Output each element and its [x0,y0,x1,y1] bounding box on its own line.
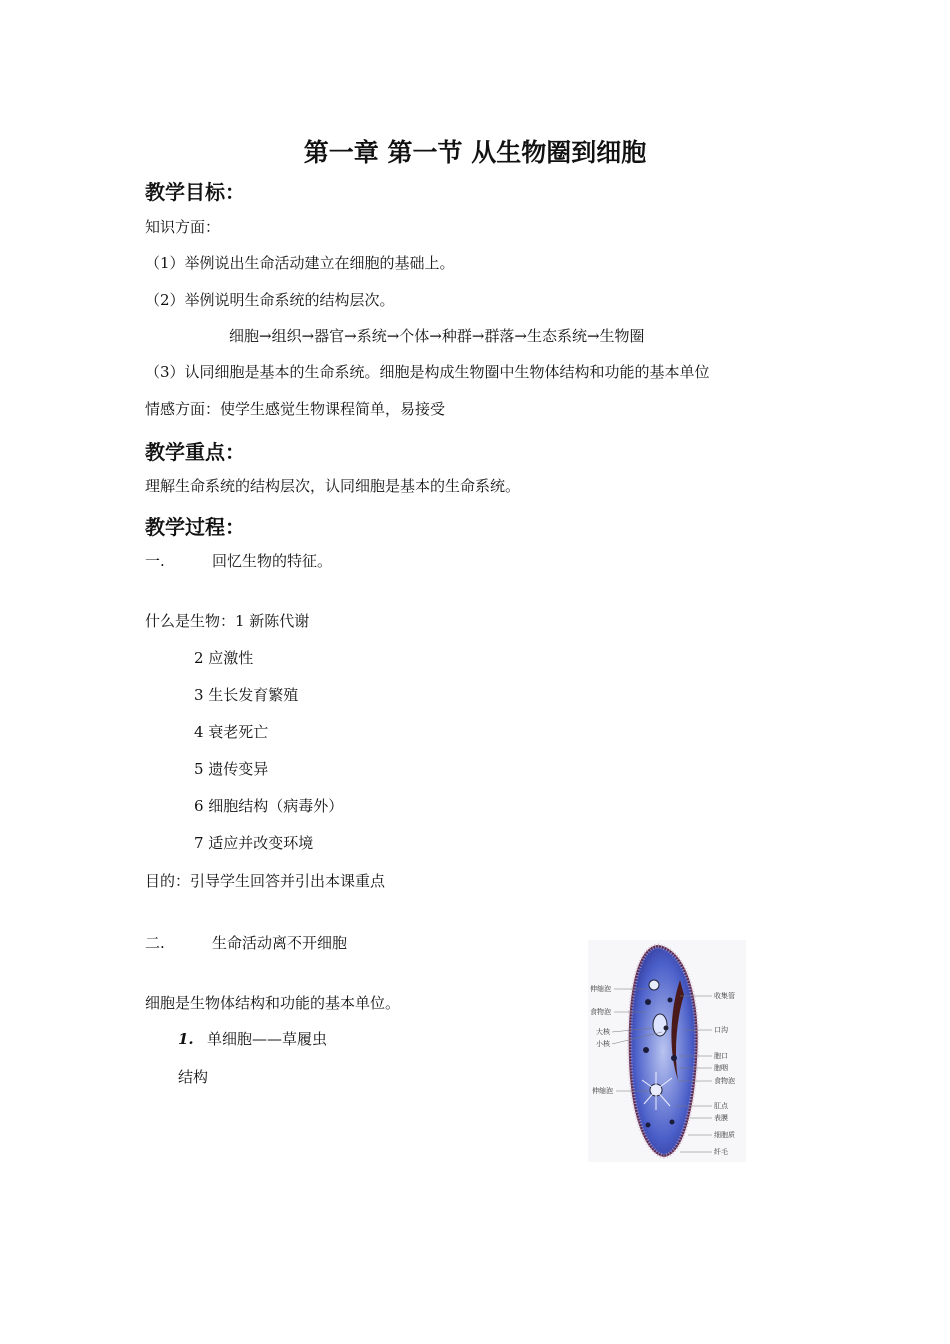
contractile-vacuole-top [649,980,659,990]
figure-label: 食物泡 [590,1008,611,1016]
feature-item: 5 遗传变异 [194,760,269,778]
objective-item-1: （1）举例说出生命活动建立在细胞的基础上。 [145,254,455,272]
figure-label: 口沟 [714,1026,728,1034]
process-heading: 教学过程： [145,515,245,539]
objective-item-2: （2）举例说明生命系统的结构层次。 [145,291,395,309]
objective-item-3: （3）认同细胞是基本的生命系统。细胞是构成生物圈中生物体结构和功能的基本单位 [145,363,710,381]
figure-label: 胞咽 [714,1064,728,1072]
figure-label: 纤毛 [714,1148,728,1156]
sub1-number: 1. [178,1030,194,1048]
structure-label: 结构 [178,1068,209,1086]
feature-item: 3 生长发育繁殖 [194,686,299,704]
section1-number: 一. [145,552,165,570]
figure-label: 小核 [596,1040,610,1048]
figure-label: 肛点 [714,1102,728,1110]
figure-label: 伸缩泡 [590,985,611,993]
cell-unit-text: 细胞是生物体结构和功能的基本单位。 [145,994,401,1012]
key-points-text: 理解生命系统的结构层次，认同细胞是基本的生命系统。 [145,477,521,495]
section2-number: 二. [145,934,165,952]
figure-label: 大核 [596,1028,610,1036]
figure-label: 细胞质 [714,1131,735,1139]
paramecium-diagram [588,940,746,1162]
figure-label: 伸缩泡 [592,1087,613,1095]
paramecium-illustration [588,940,746,1162]
feature-item: 4 衰老死亡 [194,723,269,741]
feature-item: 6 细胞结构（病毒外） [194,797,344,815]
page-title: 第一章 第一节 从生物圈到细胞 [303,138,647,167]
section2-title: 生命活动离不开细胞 [212,934,348,952]
purpose-text: 目的：引导学生回答并引出本课重点 [145,872,386,890]
figure-label: 胞口 [714,1052,728,1060]
feature-item: 7 适应并改变环境 [194,834,314,852]
knowledge-label: 知识方面： [145,218,221,236]
objectives-heading: 教学目标： [145,180,245,204]
what-is-life: 什么是生物：1 新陈代谢 [145,612,310,630]
sub1-title: 单细胞——草履虫 [207,1030,328,1048]
feature-item: 2 应激性 [194,649,254,667]
figure-label: 收集管 [714,992,735,1000]
emotion-objective: 情感方面：使学生感觉生物课程简单，易接受 [145,400,446,418]
figure-label: 食物泡 [714,1077,735,1085]
hierarchy-line: 细胞→组织→器官→系统→个体→种群→群落→生态系统→生物圈 [229,327,645,345]
micronucleus [664,1026,669,1031]
key-points-heading: 教学重点： [145,440,245,464]
figure-label: 表膜 [714,1114,728,1122]
section1-title: 回忆生物的特征。 [212,552,333,570]
